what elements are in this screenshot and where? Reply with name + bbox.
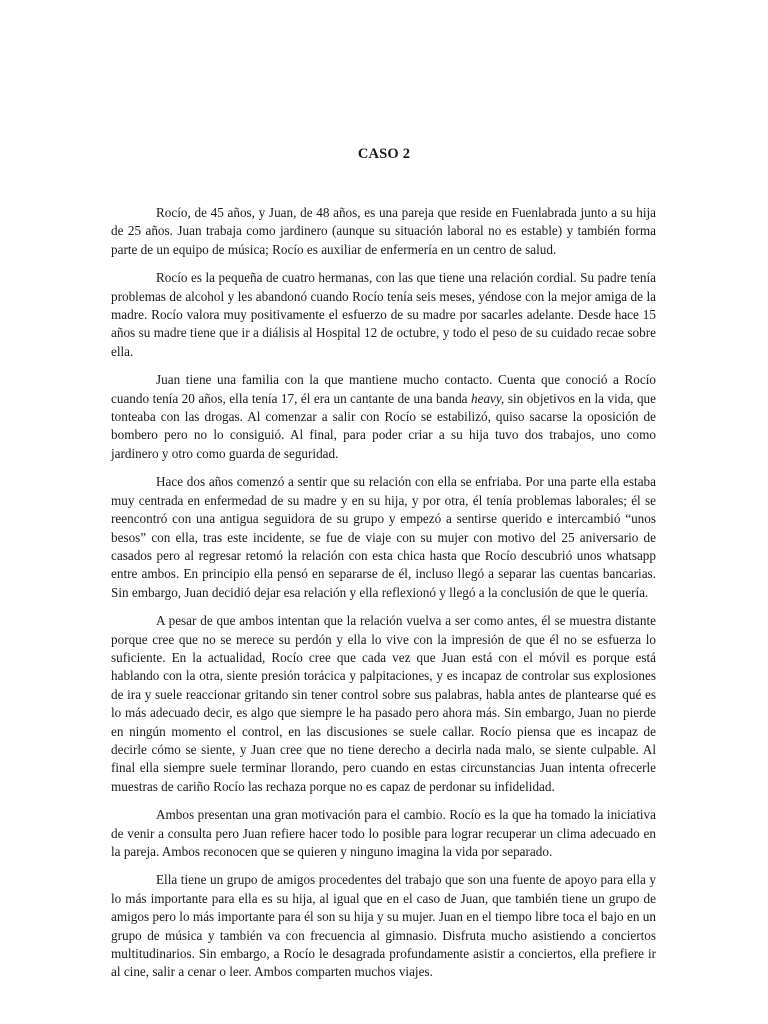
paragraph-2 xyxy=(111,269,656,361)
paragraph-4 xyxy=(111,473,656,602)
paragraph-italic-text: heavy, xyxy=(471,390,505,406)
paragraph-3 xyxy=(111,371,656,463)
paragraph-6 xyxy=(111,806,656,861)
paragraph-text: A pesar de que ambos intentan que la relación vuelva a ser como antes, él se muestra distante porque cree que no se merece su perdón y ella lo vive con la impresión de que él no se esfuerza lo suficiente. En la actualidad, Rocío cree que cada vez que Juan está con el móvil es porque está hablando con la otra, siente presión torácica y palpitaciones, y es incapaz de controlar sus explosiones de ira y suele reaccionar gritando sin tener control sobre sus palabras, habla antes de plantearse qué es lo más adecuado decir, es algo que siempre le ha pasado pero ahora más. Sin embargo, Juan no pierde en ningún momento el control, en las discusiones se suele callar. Rocío piensa que es incapaz de decirle cómo se siente, y Juan cree que no tiene derecho a decirla nada malo, se siente culpable. Al final ella siempre suele terminar llorando, pero cuando en estas circunstancias Juan intenta ofrecerle muestras de cariño Rocío las rechaza porque no es capaz de perdonar su infidelidad. xyxy=(111,613,656,794)
paragraph-text: Rocío, de 45 años, y Juan, de 48 años, es una pareja que reside en Fuenlabrada junto a su hija de 25 años. Juan trabaja como jardinero (aunque su situación laboral no es estable) y también forma parte de un equipo de música; Rocío es auxiliar de enfermería en un centro de salud. xyxy=(111,205,656,257)
paragraph-text: Rocío es la pequeña de cuatro hermanas, con las que tiene una relación cordial. Su padre tenía problemas de alcohol y les abandonó cuando Rocío tenía seis meses, yéndose con la mejor amiga de la madre. Rocío valora muy positivamente el esfuerzo de su madre por sacarles adelante. Desde hace 15 años su madre tiene que ir a diálisis al Hospital 12 de octubre, y todo el peso de su cuidado recae sobre ella. xyxy=(111,270,656,359)
paragraph-text: sin objetivos en la vida, que tonteaba con las drogas. Al comenzar a salir con Rocío se estabilizó, quiso sacarse la oposición de bombero pero no lo consiguió. Al final, para poder criar a su hija tuvo dos trabajos, uno como jardinero y otro como guarda de seguridad. xyxy=(111,390,656,461)
paragraph-text: Ella tiene un grupo de amigos procedentes del trabajo que son una fuente de apoyo para ella y lo más importante para ella es su hija, al igual que en el caso de Juan, que también tiene un grupo de amigos pero lo más importante para él son su hija y su mujer. Juan en el tiempo libre toca el bajo en un grupo de música y también va con frecuencia al gimnasio. Disfruta mucho asistiendo a conciertos multitudinarios. Sin embargo, a Rocío le desagrada profundamente asistir a conciertos, ella prefiere ir al cine, salir a cenar o leer. Ambos comparten muchos viajes. xyxy=(111,872,656,980)
paragraph-text: Hace dos años comenzó a sentir que su relación con ella se enfriaba. Por una parte ella estaba muy centrada en enfermedad de su madre y en su hija, y por otra, él tenía problemas laborales; él se reencontró con una antigua seguidora de su grupo y empezó a sentirse querido e intercambió “unos besos” con ella, tras este incidente, se fue de viaje con su mujer con motivo del 25 aniversario de casados pero al regresar retomó la relación con esta chica hasta que Rocío descubrió unos whatsapp entre ambos. En principio ella pensó en separarse de él, incluso llegó a separar las cuentas bancarias. Sin embargo, Juan decidió dejar esa relación y ella reflexionó y llegó a la conclusión de que le quería. xyxy=(111,474,656,600)
paragraph-5 xyxy=(111,612,656,796)
document-body xyxy=(111,204,656,992)
paragraph-text: Ambos presentan una gran motivación para el cambio. Rocío es la que ha tomado la iniciativa de venir a consulta pero Juan refiere hacer todo lo posible para lograr recuperar un clima adecuado en la pareja. Ambos reconocen que se quieren y ninguno imagina la vida por separado. xyxy=(111,807,656,859)
paragraph-1 xyxy=(111,204,656,259)
paragraph-7 xyxy=(111,871,656,981)
document-title: CASO 2 xyxy=(357,146,411,162)
paragraph-text: Juan tiene una familia con la que mantiene mucho contacto. Cuenta que conoció a Rocío cuando tenía 20 años, ella tenía 17, él era un cantante de una banda xyxy=(111,372,656,406)
